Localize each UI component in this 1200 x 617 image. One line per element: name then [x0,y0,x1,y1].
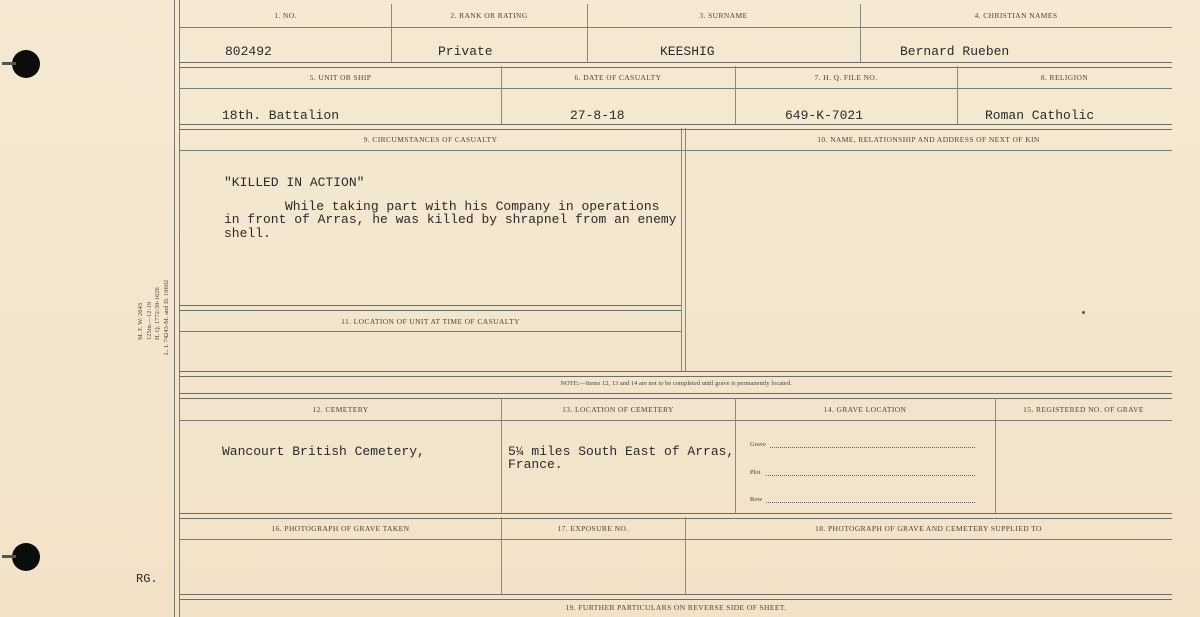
header-christian-names: 4. CHRISTIAN NAMES [974,11,1058,20]
divider [501,398,502,513]
row3-header-rule [180,150,1172,151]
divider [685,128,686,371]
cemetery-location-line-2: France. [508,457,563,472]
location-unit-header-rule [180,331,681,332]
form-print-code-1: M. F. W. 2643 [137,302,144,340]
row-field-label: Row [750,496,763,503]
header-religion: 8. RELIGION [1040,73,1089,82]
unit-value: 18th. Battalion [222,108,340,123]
plot-field-line [766,475,975,476]
form-print-code-4: L. I. 74243-M. and D. 10602 [163,279,170,355]
header-no: 1. NO. [274,11,297,20]
header-date: 6. DATE OF CASUALTY [574,73,662,82]
ink-speck [1082,311,1085,314]
header-unit: 5. UNIT OR SHIP [309,73,372,82]
header-photo-supplied: 18. PHOTOGRAPH OF GRAVE AND CEMETERY SUPPLIED TO [815,524,1042,533]
row-field-line [766,502,975,503]
circumstances-line-2: While taking part with his Company in operations [285,199,660,214]
footer-rule [180,594,1172,600]
header-next-of-kin: 10. NAME, RELATIONSHIP AND ADDRESS OF NEXT OF KIN [817,135,1040,144]
form-print-code-2: 125m.—12-19 [146,301,153,340]
cemetery-location-line-1: 5¼ miles South East of Arras, [508,444,735,459]
date-value: 27-8-18 [570,108,625,123]
footer-further-particulars: 19. FURTHER PARTICULARS ON REVERSE SIDE OF SHEET. [565,603,787,612]
circumstances-line-3: in front of Arras, he was killed by shrapnel from an enemy [224,212,677,227]
cemetery-value: Wancourt British Cemetery, [222,444,425,459]
rank-value: Private [438,44,493,59]
location-unit-top-rule [180,305,681,311]
header-cemetery-location: 13. LOCATION OF CEMETERY [562,405,674,414]
margin-mark: RG. [136,572,158,586]
grave-field-label: Grave [750,441,766,448]
grave-field-line [770,447,975,448]
header-rank: 2. RANK OR RATING [450,11,528,20]
divider [735,398,736,513]
header-circumstances: 9. CIRCUMSTANCES OF CASUALTY [363,135,498,144]
grave-note: NOTE:—Items 12, 13 and 14 are not to be completed until grave is permanently located. [560,380,792,387]
punch-hole-top [12,50,40,78]
note-bottom-rule [180,393,1172,399]
hq-file-value: 649-K-7021 [785,108,864,123]
row5-top-rule [180,513,1172,519]
divider [681,128,682,371]
form-print-code-3: H. Q. 1772-39-1626 [154,287,161,340]
note-top-rule [180,371,1172,377]
surname-value: KEESHIG [660,44,715,59]
circumstances-line-4: shell. [224,226,271,241]
row4-header-rule [180,420,1172,421]
christian-names-value: Bernard Rueben [900,44,1010,59]
left-border [174,0,175,617]
row1-header-rule [180,27,1172,28]
header-exposure-no: 17. EXPOSURE NO. [557,524,629,533]
plot-field-label: Plot [750,469,761,476]
row2-bottom-rule [180,124,1172,130]
header-hq-file: 7. H. Q. FILE NO. [814,73,878,82]
header-cemetery: 12. CEMETERY [312,405,369,414]
header-registered-no: 15. REGISTERED NO. OF GRAVE [1023,405,1144,414]
religion-value: Roman Catholic [985,108,1095,123]
header-location-of-unit: 11. LOCATION OF UNIT AT TIME OF CASUALTY [341,317,520,326]
header-grave-location: 14. GRAVE LOCATION [823,405,907,414]
row1-bottom-rule [180,62,1172,68]
divider [995,398,996,513]
header-surname: 3. SURNAME [699,11,748,20]
circumstances-line-1: "KILLED IN ACTION" [224,175,365,190]
header-photo-taken: 16. PHOTOGRAPH OF GRAVE TAKEN [271,524,410,533]
row5-header-rule [180,539,1172,540]
service-number: 802492 [225,44,272,59]
row2-header-rule [180,88,1172,89]
punch-hole-bottom [12,543,40,571]
